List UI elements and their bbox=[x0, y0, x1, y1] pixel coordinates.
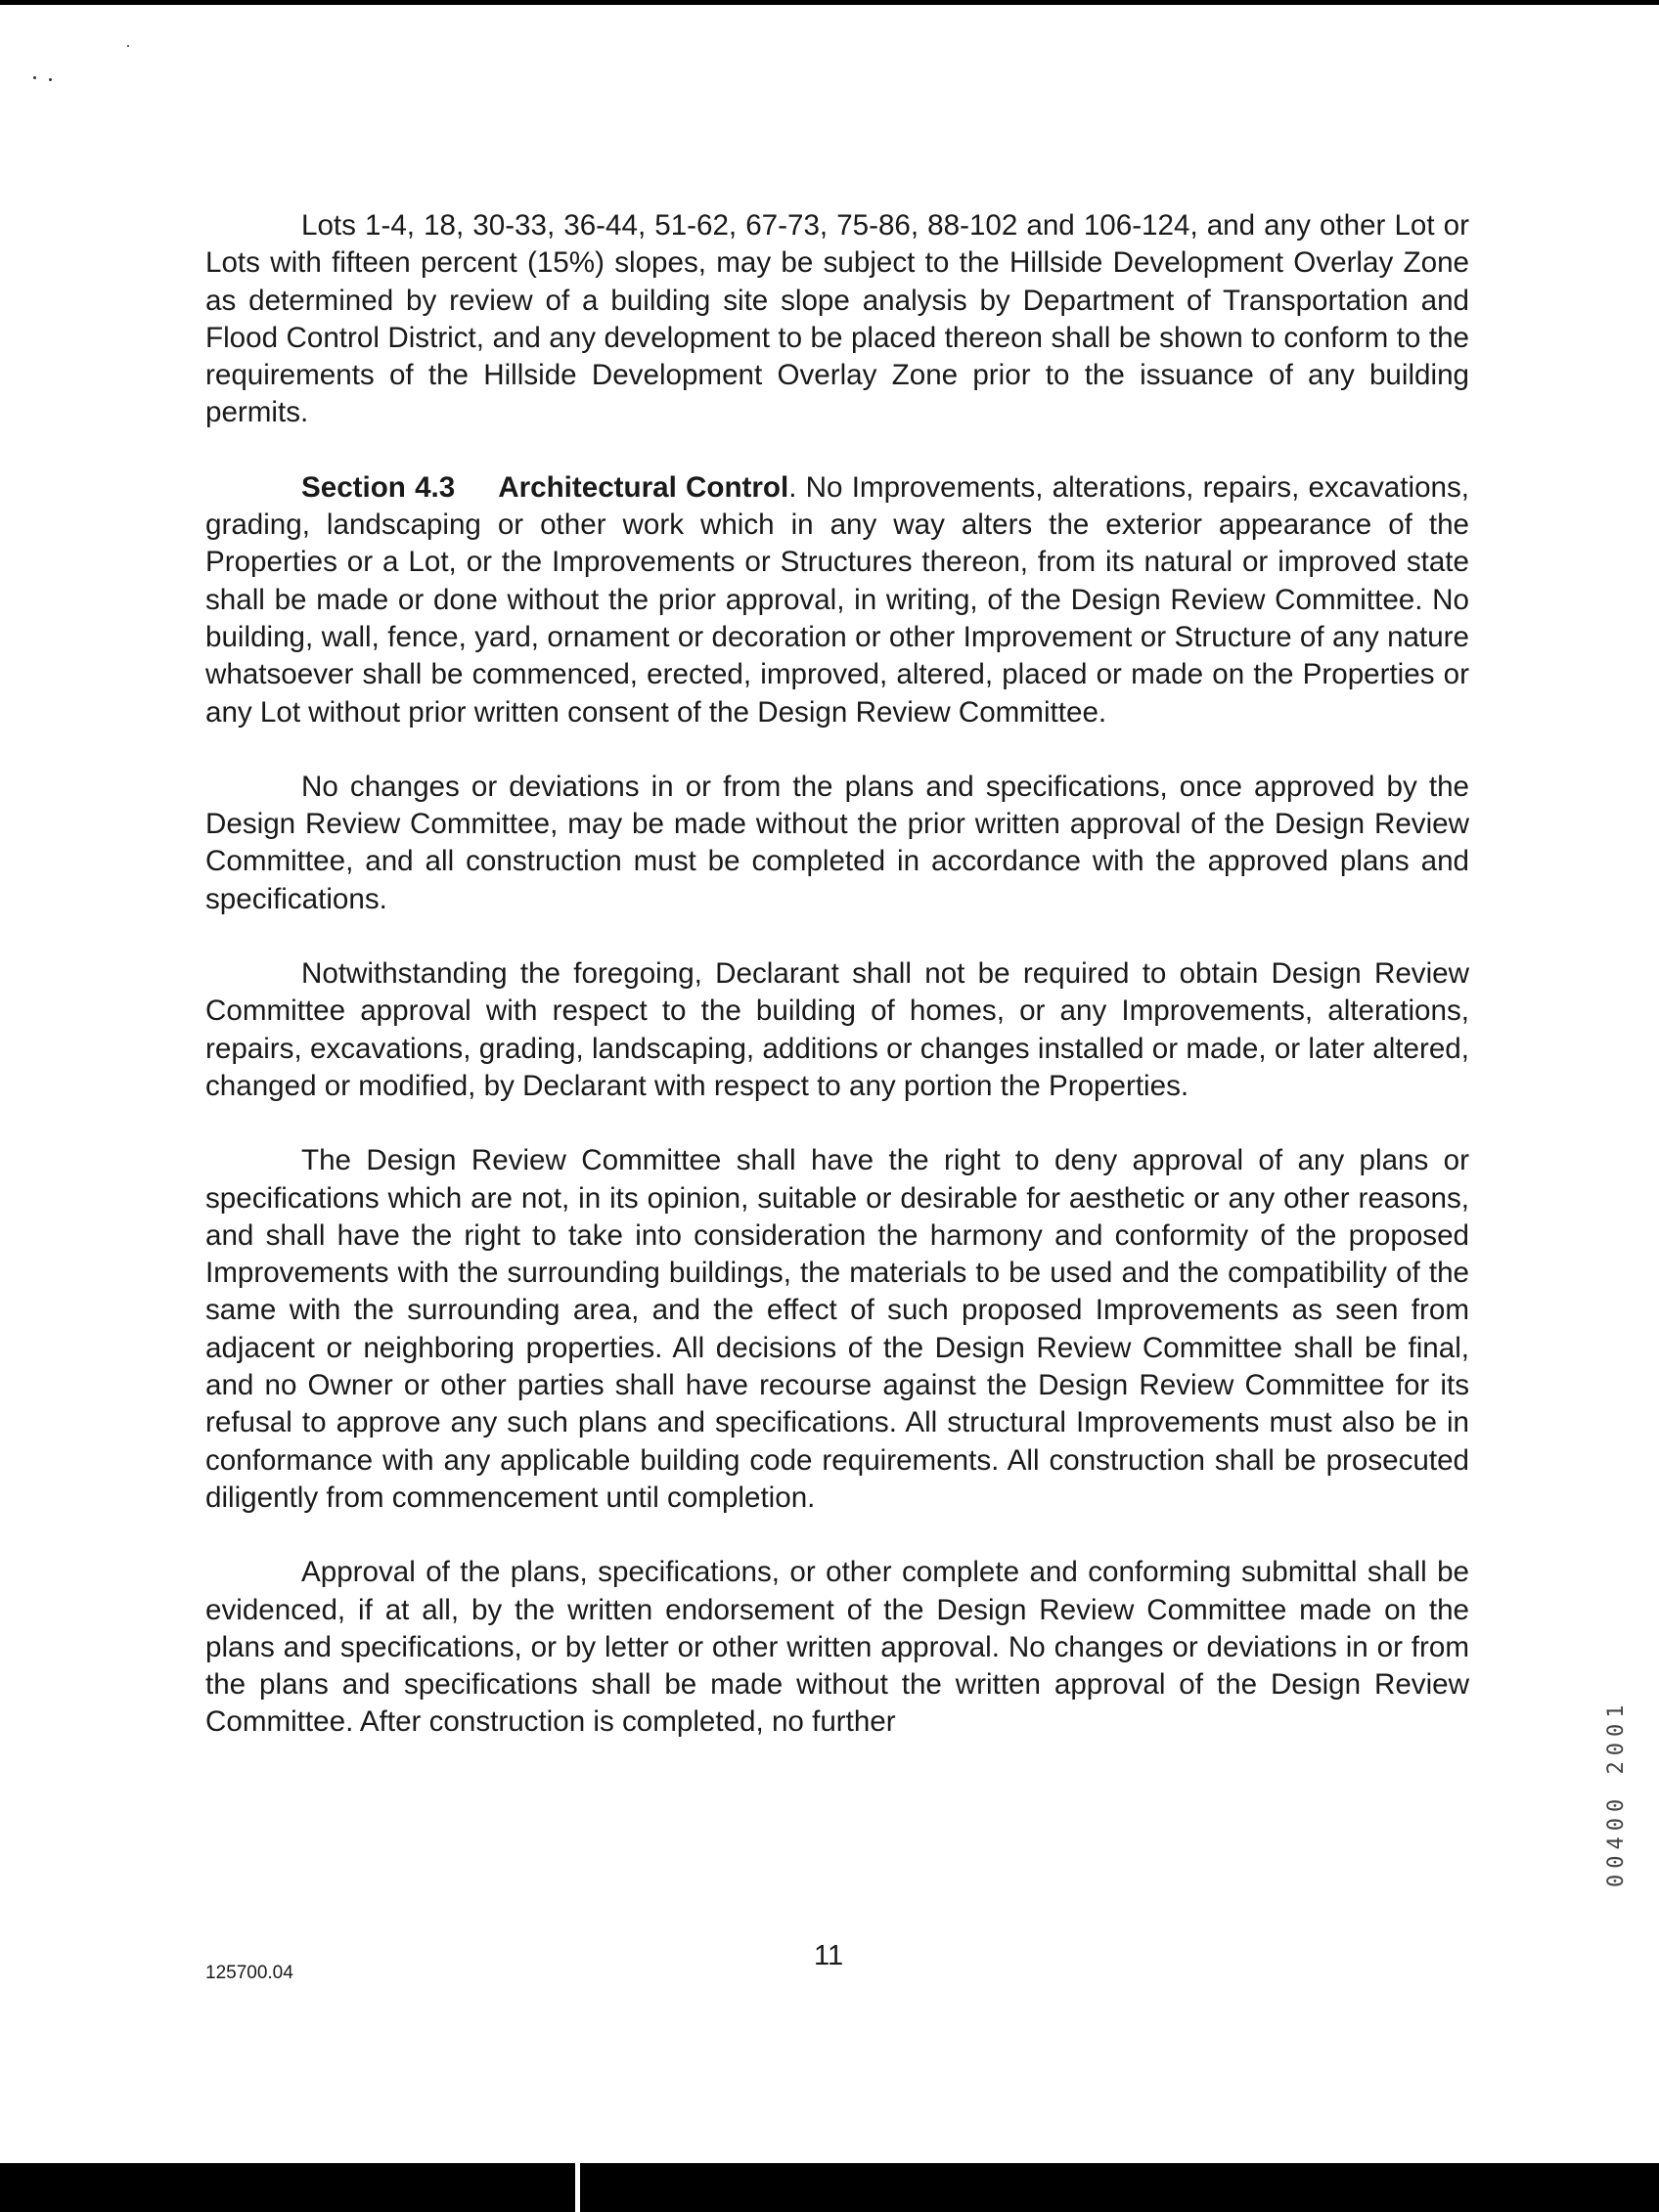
scan-top-border bbox=[0, 0, 1659, 5]
scan-speck bbox=[49, 78, 52, 81]
scan-bottom-border bbox=[0, 2163, 1659, 2212]
document-body bbox=[205, 207, 1469, 1742]
paragraph-section-4-3 bbox=[205, 469, 1469, 731]
paragraph-right-to-deny: The Design Review Committee shall have the right to deny approval of any plans or specifications which are not, in its opinion, suitable or desirable for aesthetic or any other reasons, and shall have the right to take into consideration the harmony and conformity of the proposed Improvements with the surrounding buildings, the materials to be used and the compatibility of the same with the surrounding area, and the effect of such proposed Improvements as seen from adjacent or neighboring properties. All decisions of the Design Review Committee shall be final, and no Owner or other parties shall have recourse against the Design Review Committee for its refusal to approve any such plans and specifications. All structural Improvements must also be in conformance with any applicable building code requirements. All construction shall be prosecuted diligently from commencement until completion. bbox=[205, 1144, 1469, 1514]
margin-recording-stamp: 00400 2001 bbox=[1604, 1699, 1629, 1887]
scan-bottom-gap bbox=[575, 2163, 580, 2212]
paragraph-approval: Approval of the plans, specifications, or other complete and conforming submittal shall be evidenced, if at all, by the written endorsement of the Design Review Committee made on the plans and specifications, or by letter or other written approval. No changes or deviations in or from the plans and specifications shall be made without the written approval of the Design Review Committee. After construction is completed, no further bbox=[205, 1556, 1469, 1739]
footer-document-id: 125700.04 bbox=[205, 1963, 293, 1983]
section-number: Section 4.3 bbox=[301, 470, 456, 504]
scan-speck bbox=[127, 45, 129, 47]
section-body: . No Improvements, alterations, repairs, excavations, grading, landscaping or other work which in any way alters the exterior appearance of the Properties or a Lot, or the Improvements or Structures thereon, from its natural or improved state shall be made or done without the prior approval, in writing, of the Design Review Committee. No building, wall, fence, yard, ornament or decoration or other Improvement or Structure of any nature whatsoever shall be commenced, erected, improved, altered, placed or made on the Properties or any Lot without prior written consent of the Design Review Committee. bbox=[205, 470, 1469, 729]
page-number: 11 bbox=[814, 1940, 844, 1971]
paragraph-lots: Lots 1-4, 18, 30-33, 36-44, 51-62, 67-73, 75-86, 88-102 and 106-124, and any other Lot or Lots with fifteen percent (15%) slopes, may be subject to the Hillside Development Overlay Zone as determined by review of a building site slope analysis by Department of Transportation and Flood Control District, and any development to be placed thereon shall be shown to conform to the requirements of the Hillside Development Overlay Zone prior to the issuance of any building permits. bbox=[205, 209, 1469, 429]
scan-speck bbox=[33, 76, 36, 79]
paragraph-notwithstanding: Notwithstanding the foregoing, Declarant shall not be required to obtain Design Review Committee approval with respect to the building of homes, or any Improvements, alterations, repairs, excavations, grading, landscaping, additions or changes installed or made, or later altered, changed or modified, by Declarant with respect to any portion the Properties. bbox=[205, 957, 1469, 1102]
paragraph-no-changes: No changes or deviations in or from the plans and specifications, once approved by the Design Review Committee, may be made without the prior written approval of the Design Review Committee, and all construction must be completed in accordance with the approved plans and specifications. bbox=[205, 770, 1469, 915]
section-title: Architectural Control bbox=[498, 470, 789, 504]
